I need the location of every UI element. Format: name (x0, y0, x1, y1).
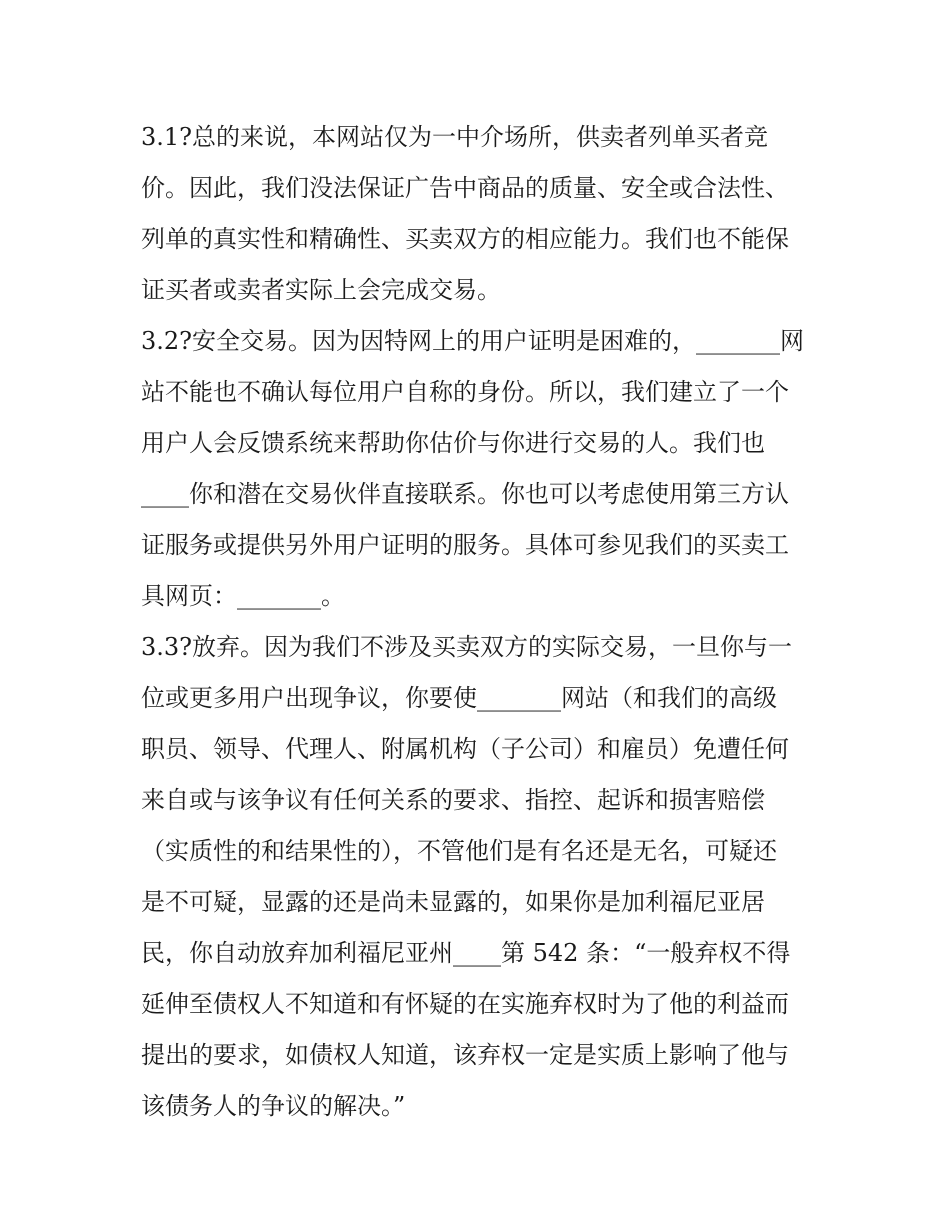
text-line: 延伸至债权人不知道和有怀疑的在实施弃权时为了他的利益而 (141, 990, 789, 1018)
text-line: ____你和潜在交易伙伴直接联系。你也可以考虑使用第三方认 (141, 480, 789, 508)
text-line: 来自或与该争议有任何关系的要求、指控、起诉和损害赔偿 (141, 786, 765, 814)
text-line: 职员、领导、代理人、附属机构（子公司）和雇员）免遭任何 (141, 735, 789, 763)
document-body (141, 112, 821, 1132)
text-line: 价。因此，我们没法保证广告中商品的质量、安全或合法性、 (141, 174, 789, 202)
text-line: 3.3?放弃。因为我们不涉及买卖双方的实际交易，一旦你与一 (141, 633, 793, 661)
text-line: （实质性的和结果性的），不管他们是有名还是无名，可疑还 (141, 837, 777, 865)
text-line: 用户人会反馈系统来帮助你估价与你进行交易的人。我们也 (141, 429, 765, 457)
text-line: 民，你自动放弃加利福尼亚州____第 542 条：“一般弃权不得 (141, 939, 791, 967)
text-line: 3.2?安全交易。因为因特网上的用户证明是困难的，_______网 (141, 327, 805, 355)
text-line: 提出的要求，如债权人知道，该弃权一定是实质上影响了他与 (141, 1041, 789, 1069)
text-line: 列单的真实性和精确性、买卖双方的相应能力。我们也不能保 (141, 225, 789, 253)
text-line: 是不可疑，显露的还是尚未显露的，如果你是加利福尼亚居 (141, 888, 765, 916)
text-line: 位或更多用户出现争议，你要使_______网站（和我们的高级 (141, 684, 777, 712)
text-line: 证买者或卖者实际上会完成交易。 (141, 276, 501, 304)
text-line: 站不能也不确认每位用户自称的身份。所以，我们建立了一个 (141, 378, 789, 406)
text-line: 3.1?总的来说，本网站仅为一中介场所，供卖者列单买者竞 (141, 123, 769, 151)
text-line: 该债务人的争议的解决。” (141, 1092, 406, 1120)
text-line: 证服务或提供另外用户证明的服务。具体可参见我们的买卖工 (141, 531, 789, 559)
text-line: 具网页：_______。 (141, 582, 345, 610)
